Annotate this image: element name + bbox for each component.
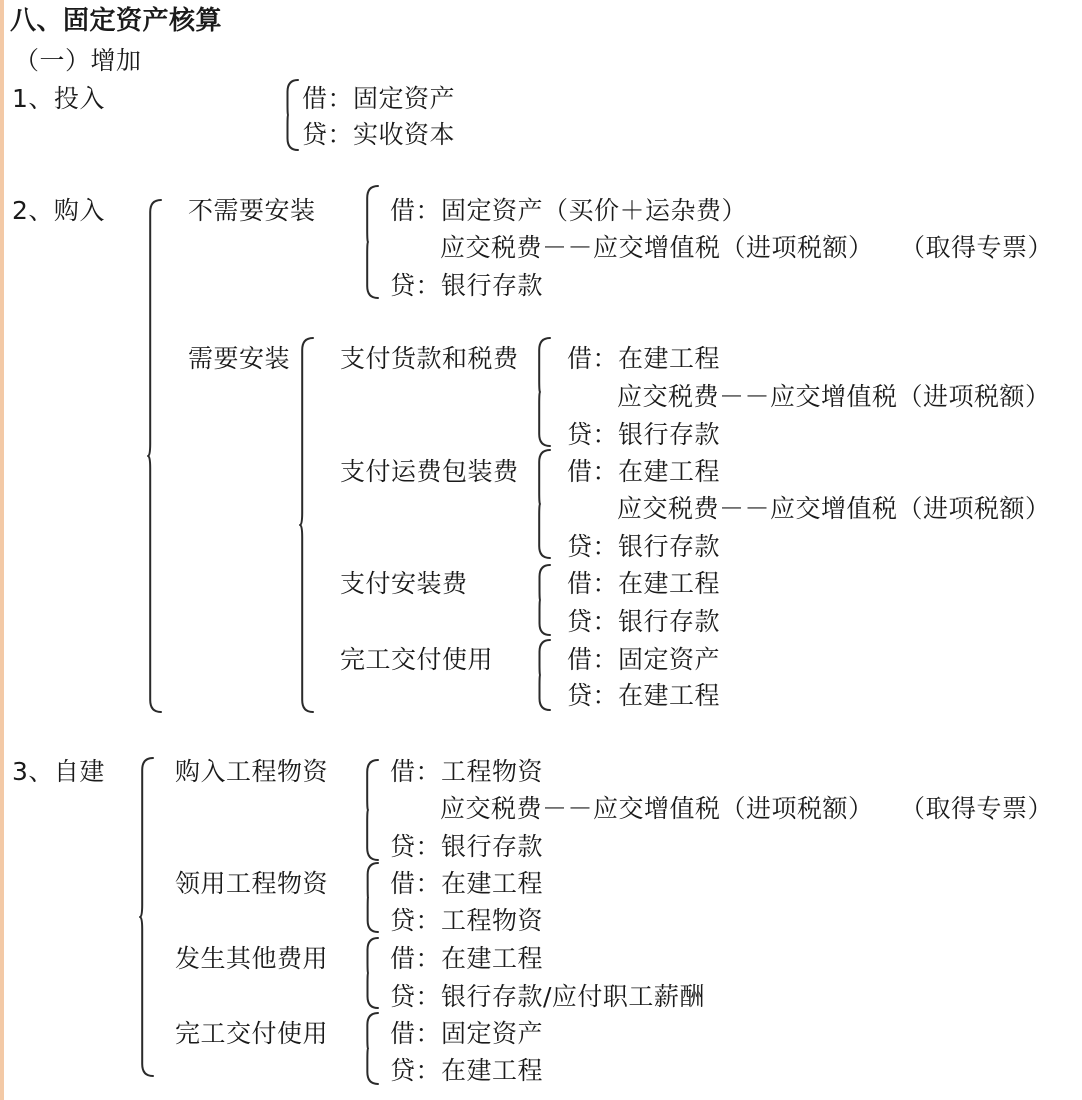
self-build-brace <box>140 758 153 1076</box>
self-build-completion-label: 完工交付使用 <box>175 1019 329 1048</box>
no-install-tax-note: （取得专票） <box>900 233 1054 262</box>
install-label: 需要安装 <box>188 344 291 373</box>
other-costs-credit-entry: 贷：银行存款/应付职工薪酬 <box>390 982 705 1011</box>
pay-price-tax-brace <box>539 338 550 446</box>
purchase-completion-brace <box>540 640 551 710</box>
pay-price-tax-label: 支付货款和税费 <box>340 344 519 373</box>
self-build-label: 3、自建 <box>12 757 105 786</box>
pay-freight-credit-entry: 贷：银行存款 <box>567 532 721 561</box>
section-subtitle: （一）增加 <box>14 46 142 75</box>
invest-brace <box>288 80 299 150</box>
self-build-completion-debit-entry: 借：固定资产 <box>390 1019 544 1048</box>
buy-materials-brace <box>367 760 378 860</box>
pay-install-fee-debit-entry: 借：在建工程 <box>567 569 721 598</box>
pay-price-tax-tax-entry: 应交税费－－应交增值税（进项税额） <box>617 382 1051 411</box>
purchase-completion-credit-entry: 贷：在建工程 <box>567 681 721 710</box>
no-install-label: 不需要安装 <box>188 196 316 225</box>
pay-freight-brace <box>539 450 550 558</box>
pay-freight-debit-entry: 借：在建工程 <box>567 457 721 486</box>
no-install-credit-entry: 贷：银行存款 <box>390 271 544 300</box>
install-brace <box>300 338 313 712</box>
buy-materials-label: 购入工程物资 <box>175 757 329 786</box>
pay-price-tax-debit-entry: 借：在建工程 <box>567 344 721 373</box>
no-install-tax-entry: 应交税费－－应交增值税（进项税额） <box>440 233 874 262</box>
no-install-brace <box>367 186 378 298</box>
pay-price-tax-credit-entry: 贷：银行存款 <box>567 420 721 449</box>
invest-debit-entry: 借：固定资产 <box>302 84 456 113</box>
pay-install-fee-credit-entry: 贷：银行存款 <box>567 607 721 636</box>
other-costs-debit-entry: 借：在建工程 <box>390 944 544 973</box>
pay-freight-label: 支付运费包装费 <box>340 457 519 486</box>
self-build-completion-credit-entry: 贷：在建工程 <box>390 1056 544 1085</box>
invest-label: 1、投入 <box>12 84 105 113</box>
use-materials-brace <box>368 863 378 932</box>
invest-credit-entry: 贷：实收资本 <box>302 120 456 149</box>
other-costs-brace <box>368 938 379 1008</box>
purchase-completion-debit-entry: 借：固定资产 <box>567 645 721 674</box>
use-materials-label: 领用工程物资 <box>175 869 329 898</box>
buy-materials-tax-entry: 应交税费－－应交增值税（进项税额） <box>440 794 874 823</box>
buy-materials-tax-note: （取得专票） <box>900 794 1054 823</box>
purchase-completion-label: 完工交付使用 <box>340 645 494 674</box>
use-materials-debit-entry: 借：在建工程 <box>390 869 544 898</box>
pay-install-fee-brace <box>540 565 551 635</box>
self-build-completion-brace <box>367 1013 378 1084</box>
use-materials-credit-entry: 贷：工程物资 <box>390 906 544 935</box>
page-title: 八、固定资产核算 <box>10 6 223 36</box>
pay-install-fee-label: 支付安装费 <box>340 569 468 598</box>
purchase-label: 2、购入 <box>12 196 105 225</box>
buy-materials-credit-entry: 贷：银行存款 <box>390 832 544 861</box>
no-install-debit-entry: 借：固定资产（买价＋运杂费） <box>390 196 748 225</box>
other-costs-label: 发生其他费用 <box>175 944 329 973</box>
purchase-brace <box>148 200 161 712</box>
buy-materials-debit-entry: 借：工程物资 <box>390 757 544 786</box>
pay-freight-tax-entry: 应交税费－－应交增值税（进项税额） <box>617 494 1051 523</box>
